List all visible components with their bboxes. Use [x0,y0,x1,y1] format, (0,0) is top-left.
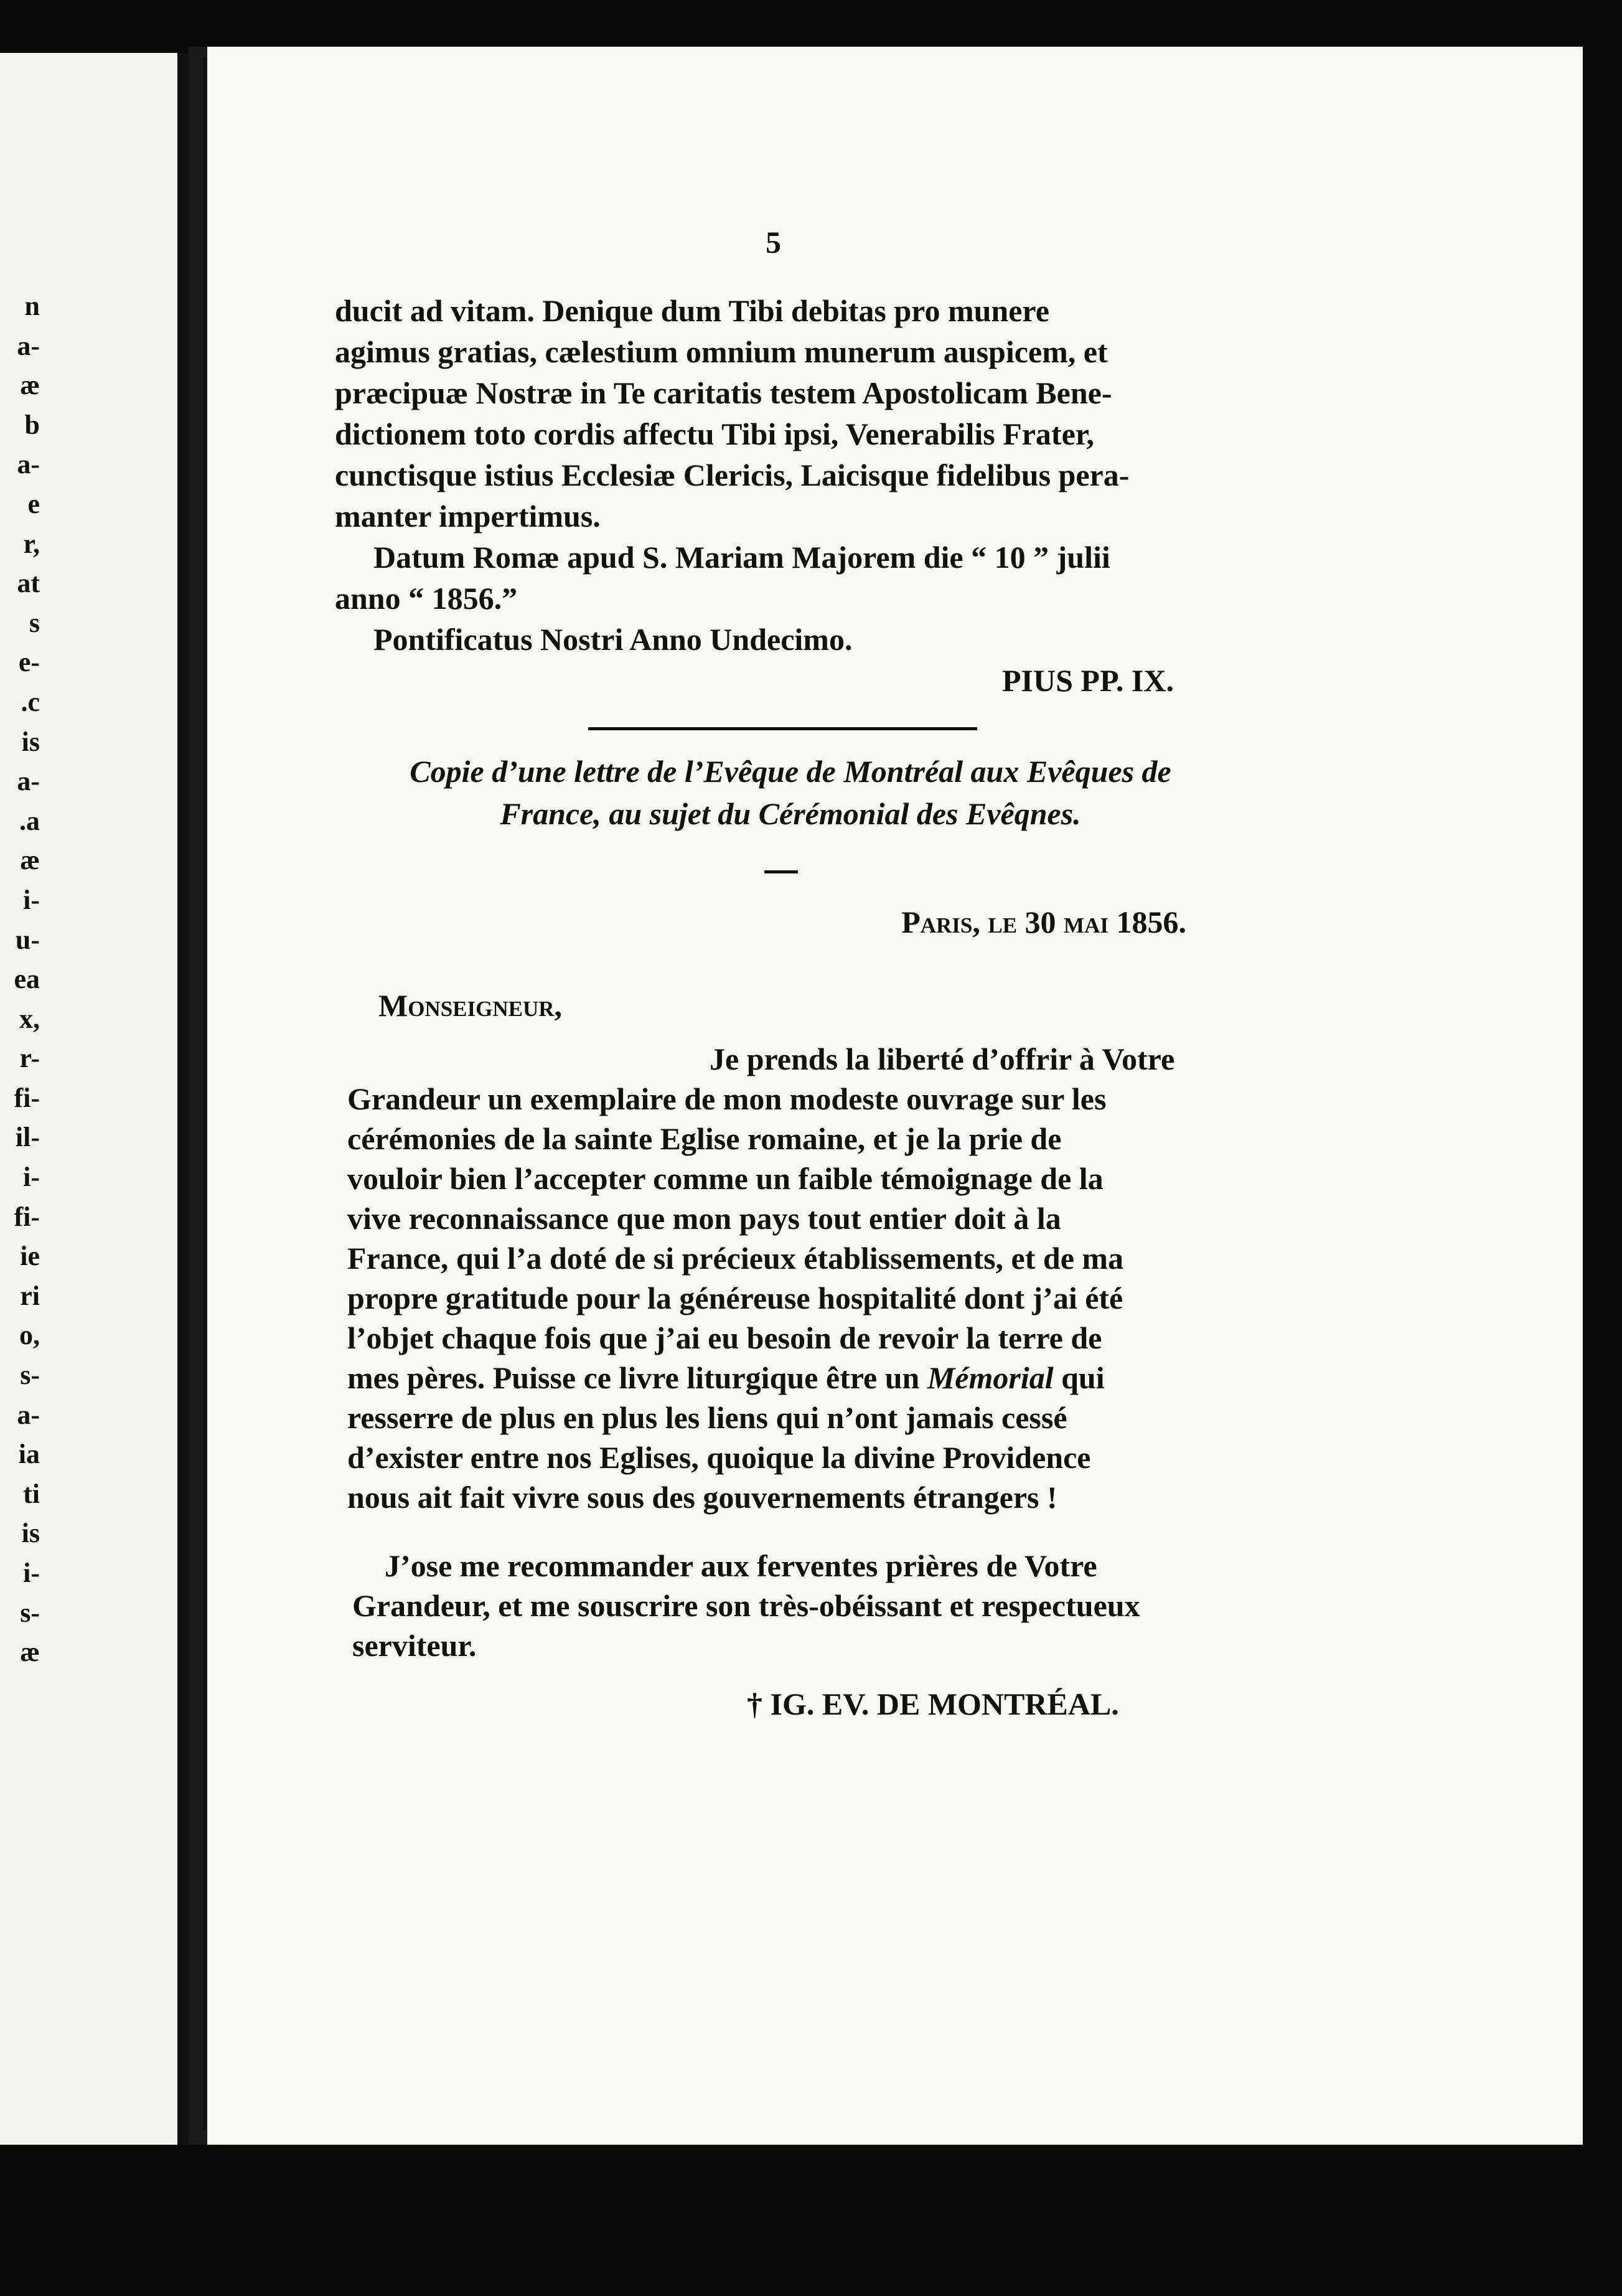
final-signature: † IG. EV. DE MONTRÉAL. [747,1687,1119,1721]
pius-signature: PIUS PP. IX. [1002,663,1174,698]
section-caption: France, au sujet du Cérémonial des Evêqnes. [500,796,1081,831]
datum-line: Datum Romæ apud S. Mariam Majorem die “ 10 ” julii [373,540,1110,575]
letter-line: d’exister entre nos Eglises, quoique la divine Providence [347,1440,1091,1475]
page-number: 5 [766,225,781,260]
facing-page-fragment: i- [23,884,40,915]
letter-line: resserre de plus en plus les liens qui n’ont jamais cessé [347,1400,1067,1435]
facing-page-fragment: o, [19,1320,40,1351]
facing-page-fragment: b [24,409,40,440]
section-divider [588,727,977,730]
facing-page-fragment: æ [20,845,40,876]
facing-page-fragment: æ [20,370,40,401]
facing-page-fragment: r, [23,528,40,559]
letter-line-text: mes pères. Puisse ce livre liturgique être un [347,1360,927,1395]
letter-line: France, qui l’a doté de si précieux établissements, et de ma [347,1241,1124,1276]
letter-line: Je prends la liberté d’offrir à Votre [710,1042,1175,1076]
binding-edge [203,57,207,2130]
facing-page-fragment: s- [20,1360,40,1391]
facing-page-fragment: is [21,726,40,757]
facing-page-fragment: ea [14,964,40,995]
letter-line: nous ait fait vivre sous des gouvernements étrangers ! [347,1480,1057,1515]
facing-page-fragment: i- [23,1558,40,1588]
facing-page-fragment: .a [19,805,40,836]
letter-line: cérémonies de la sainte Eglise romaine, et je la prie de [347,1121,1062,1156]
letter-line: l’objet chaque fois que j’ai eu besoin de revoir la terre de [347,1320,1102,1355]
letter-line: vive reconnaissance que mon pays tout entier doit à la [347,1201,1061,1236]
facing-page-fragment: ri [20,1280,40,1311]
facing-page-fragment: ti [23,1478,40,1509]
latin-line: dictionem toto cordis affectu Tibi ipsi, Venerabilis Frater, [335,416,1094,451]
facing-page-fragment: a- [17,330,40,361]
latin-line: cunctisque istius Ecclesiæ Clericis, Laicisque fidelibus pera- [335,458,1130,492]
facing-page-fragment: at [17,568,40,599]
facing-page-fragment: x, [19,1003,40,1034]
facing-page-fragment: a- [17,449,40,480]
facing-page-fragment: e [27,488,40,519]
letter-line: propre gratitude pour la généreuse hospitalité dont j’ai été [347,1281,1123,1315]
facing-page-fragment: r- [19,1043,40,1074]
facing-page-fragments [0,286,44,1672]
facing-page-fragment: il- [15,1122,40,1153]
page-gutter [177,53,189,2145]
latin-line: ducit ad vitam. Denique dum Tibi debitas pro munere [335,293,1049,328]
latin-line: præcipuæ Nostræ in Te caritatis testem Apostolicam Bene- [335,375,1112,410]
facing-page-fragment: e- [18,647,40,678]
facing-page-fragment: fi- [14,1201,40,1232]
facing-page-fragment: ia [18,1439,40,1470]
salutation: Monseigneur, [378,988,563,1023]
latin-line: agimus gratias, cælestium omnium munerum auspicem, et [335,334,1108,369]
dateline: Paris, le 30 mai 1856. [901,905,1186,939]
letter-line-end: qui [1053,1360,1105,1395]
facing-page-fragment: u- [15,924,40,955]
closing-line: Grandeur, et me souscrire son très-obéissant et respectueux [352,1588,1140,1623]
letter-line: vouloir bien l’accepter comme un faible témoignage de la [347,1161,1104,1196]
facing-page-fragment: is [21,1518,40,1549]
memorial-word: Mémorial [927,1360,1054,1395]
section-caption: Copie d’une lettre de l’Evêque de Montréal aux Evêques de [410,754,1171,789]
letter-line: Grandeur un exemplaire de mon modeste ouvrage sur les [347,1081,1107,1116]
latin-line: manter impertimus. [335,499,601,534]
facing-page-fragment: .c [21,686,40,717]
facing-page-fragment: s [29,607,40,638]
facing-page-fragment: fi- [14,1082,40,1113]
facing-page-fragment: i- [23,1162,40,1193]
facing-page-fragment: n [24,291,40,321]
closing-line: serviteur. [352,1628,477,1663]
pontificatus-line: Pontificatus Nostri Anno Undecimo. [373,622,853,657]
facing-page-fragment: s- [20,1597,40,1628]
closing-line: J’ose me recommander aux ferventes prières de Votre [385,1548,1097,1583]
letter-line [347,1360,1105,1396]
facing-page-fragment: æ [20,1637,40,1668]
facing-page-fragment: ie [20,1241,40,1272]
datum-line: anno “ 1856.” [335,581,518,616]
facing-page-fragment: a- [17,1399,40,1430]
facing-page-fragment: a- [17,766,40,797]
short-dash [764,870,798,873]
